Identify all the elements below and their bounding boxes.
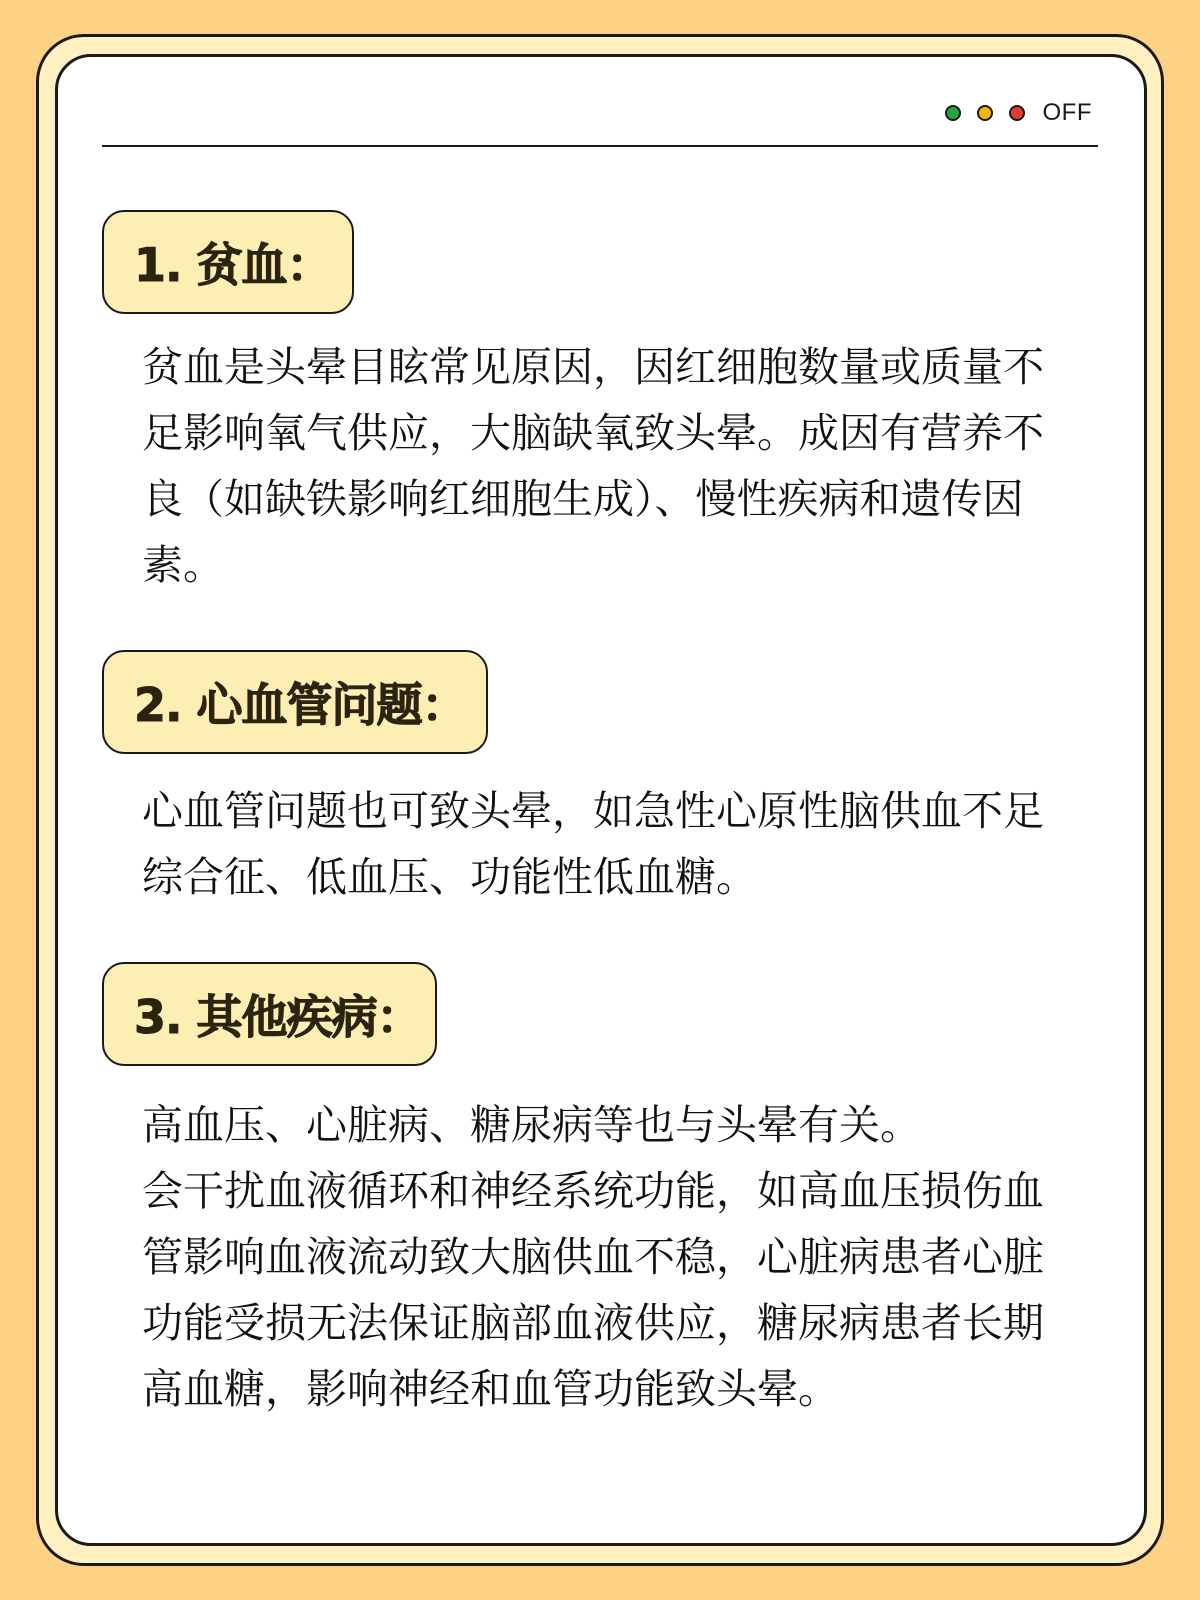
section-heading-other-diseases	[102, 962, 437, 1066]
section-heading-text: 3. 其他疾病：	[134, 990, 422, 1044]
section-heading-cardiovascular	[102, 650, 488, 754]
green-dot-icon[interactable]	[945, 105, 961, 121]
section-body-other-diseases: 会干扰血液循环和神经系统功能，如高血压损伤血管影响血液流动致大脑供血不稳，心脏病患者心脏功能受损无法保证脑部血液供应，糖尿病患者长期高血糖，影响神经和血管功能致头晕。	[142, 1167, 1044, 1413]
section-body-other-diseases-line1: 高血压、心脏病、糖尿病等也与头晕有关。	[142, 1101, 921, 1149]
section-body-anemia: 贫血是头晕目眩常见原因，因红细胞数量或质量不足影响氧气供应，大脑缺氧致头晕。成因有营养不良（如缺铁影响红细胞生成）、慢性疾病和遗传因素。	[142, 343, 1044, 589]
window-controls	[945, 100, 1093, 126]
section-heading-anemia	[102, 210, 354, 314]
section-body-cardiovascular: 心血管问题也可致头晕，如急性心原性脑供血不足综合征、低血压、功能性低血糖。	[142, 787, 1044, 901]
section-heading-text: 1. 贫血：	[134, 238, 332, 292]
yellow-dot-icon[interactable]	[977, 105, 993, 121]
off-label[interactable]: OFF	[1042, 99, 1092, 126]
section-heading-text: 2. 心血管问题：	[134, 678, 467, 732]
red-dot-icon[interactable]	[1009, 105, 1025, 121]
header-divider	[102, 145, 1098, 147]
